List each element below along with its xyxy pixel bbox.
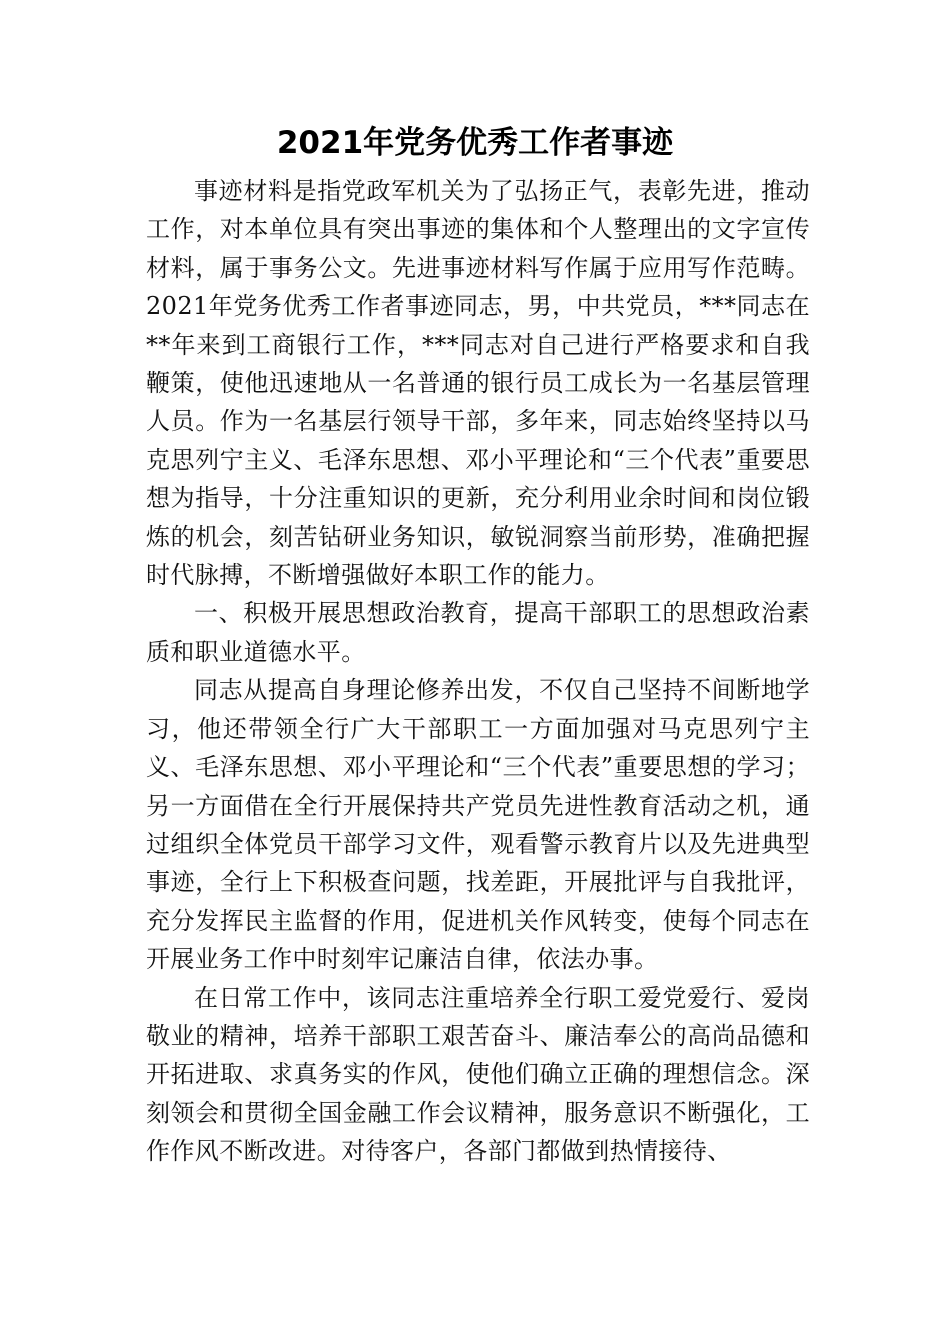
paragraph-daily-work: 在日常工作中，该同志注重培养全行职工爱党爱行、爱岗敬业的精神，培养干部职工艰苦奋斗、廉洁奉公的高尚品德和开拓进取、求真务实的作风，使他们确立正确的理想信念。深刻领会和贯彻全国金融工作会议精神，服务意识不断强化，工作作风不断改进。对待客户，各部门都做到热情接待、: [146, 983, 810, 1166]
document-body: [146, 172, 810, 1171]
paragraph-section-heading-1: 一、积极开展思想政治教育，提高干部职工的思想政治素质和职业道德水平。: [146, 599, 810, 666]
document-title: 2021年党务优秀工作者事迹: [276, 125, 674, 161]
paragraph-study: 同志从提高自身理论修养出发，不仅自己坚持不间断地学习，他还带领全行广大干部职工一方面加强对马克思列宁主义、毛泽东思想、邓小平理论和“三个代表”重要思想的学习；另一方面借在全行开展保持共产党员先进性教育活动之机，通过组织全体党员干部学习文件，观看警示教育片以及先进典型事迹，全行上下积极查问题，找差距，开展批评与自我批评，充分发挥民主监督的作用，促进机关作风转变，使每个同志在开展业务工作中时刻牢记廉洁自律，依法办事。: [146, 676, 810, 974]
paragraph-intro: 事迹材料是指党政军机关为了弘扬正气，表彰先进，推动工作，对本单位具有突出事迹的集体和个人整理出的文字宣传材料，属于事务公文。先进事迹材料写作属于应用写作范畴。2021年党务优秀工作者事迹同志，男，中共党员，***同志在**年来到工商银行工作，***同志对自己进行严格要求和自我鞭策，使他迅速地从一名普通的银行员工成长为一名基层管理人员。作为一名基层行领导干部，多年来，同志始终坚持以马克思列宁主义、毛泽东思想、邓小平理论和“三个代表”重要思想为指导，十分注重知识的更新，充分利用业余时间和岗位锻炼的机会，刻苦钻研业务知识，敏锐洞察当前形势，准确把握时代脉搏，不断增强做好本职工作的能力。: [146, 177, 810, 590]
